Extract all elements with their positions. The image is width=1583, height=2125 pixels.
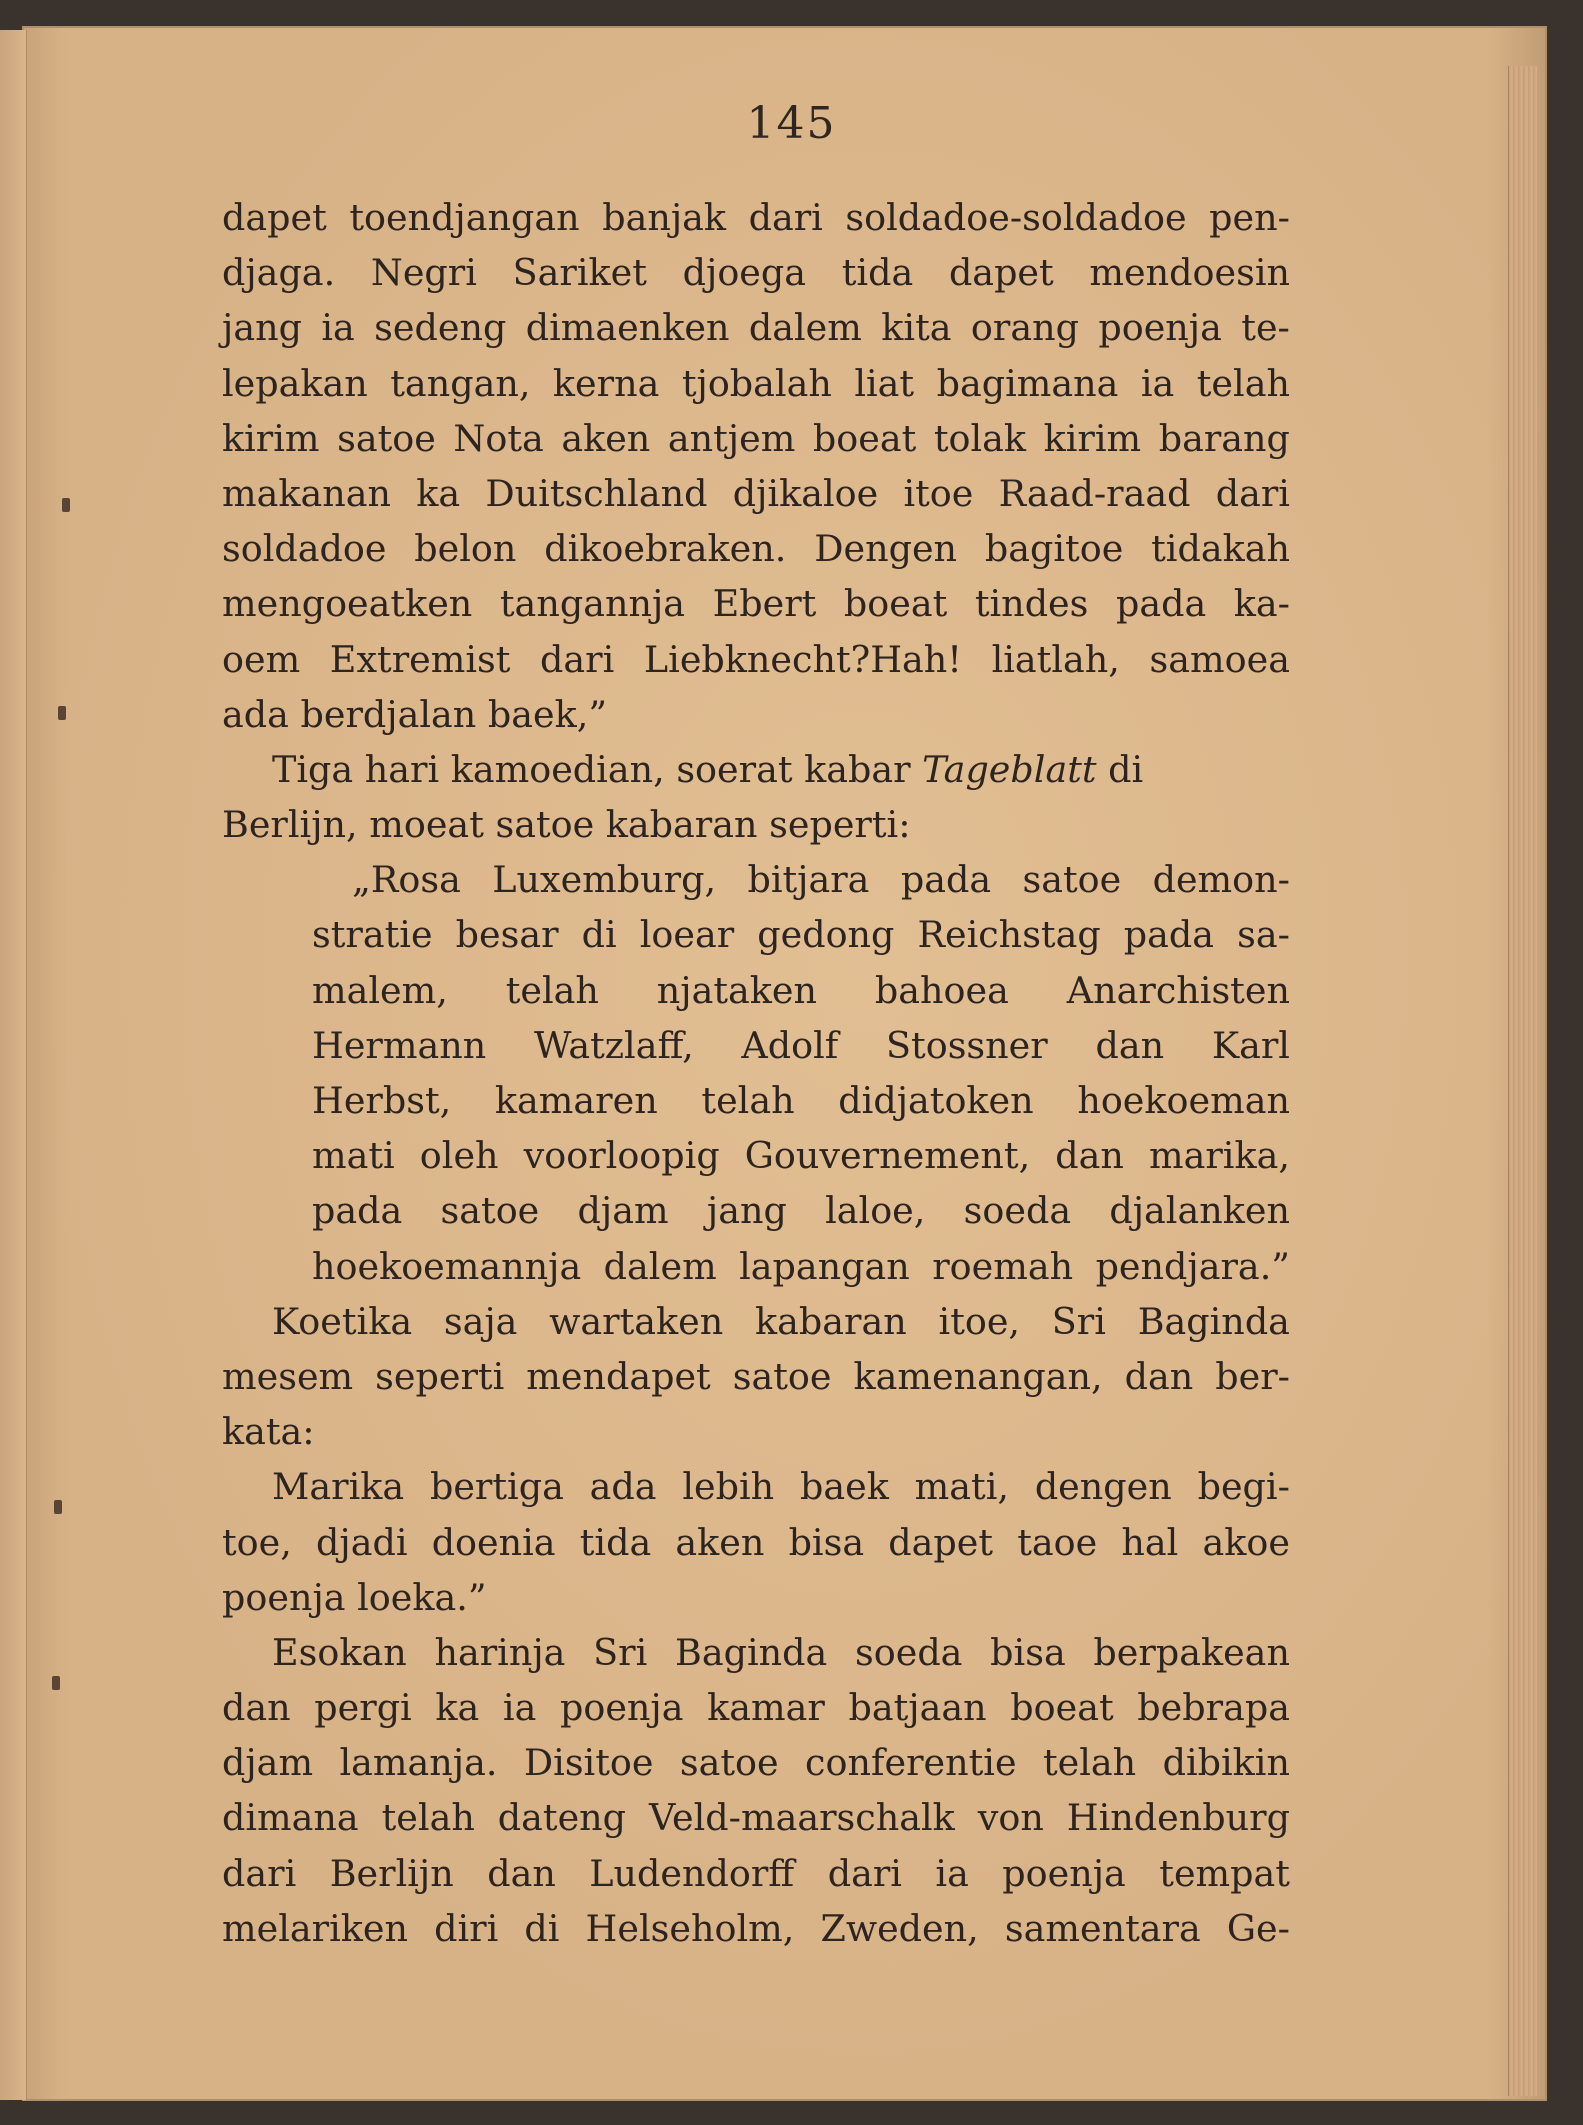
word: jang [222, 306, 302, 350]
word: Baginda [675, 1630, 828, 1674]
word: ka [435, 1686, 480, 1730]
word: bebrapa [1137, 1686, 1290, 1730]
word: pada [1115, 582, 1207, 626]
word: antjem [667, 416, 796, 460]
word: belon [414, 527, 517, 571]
word: Zweden, [820, 1906, 979, 1950]
word: tidakah [1151, 527, 1290, 571]
word: dari [540, 637, 615, 681]
text-line [222, 1790, 1290, 1845]
word: akoe [1202, 1520, 1290, 1564]
word: barang [1158, 416, 1290, 460]
word: Koetika [272, 1299, 413, 1343]
word: toendjangan [349, 196, 580, 239]
word: tjobalah [681, 361, 832, 405]
word: dapet [948, 251, 1054, 295]
word: di [581, 913, 617, 957]
quote-line [222, 1183, 1290, 1238]
newspaper-title: Tageblatt [922, 747, 1097, 791]
text-line [222, 1846, 1290, 1901]
text-line [222, 797, 1290, 852]
word: melariken [222, 1906, 408, 1950]
word: dari [222, 1851, 297, 1895]
text-line [222, 1515, 1290, 1570]
word: ada [589, 1465, 657, 1509]
word: djikaloe [732, 471, 879, 515]
word: Dengen [814, 527, 958, 571]
word: tida [841, 251, 914, 295]
word: tolak [933, 416, 1027, 460]
word: bitjara [747, 858, 870, 902]
text-line [222, 1349, 1290, 1404]
word: aken [561, 416, 651, 460]
page-edge [1508, 66, 1537, 2096]
quote-line [222, 1073, 1290, 1128]
word: dimana [222, 1796, 359, 1840]
word: Esokan [272, 1630, 407, 1674]
word: kamenangan, [853, 1354, 1103, 1398]
text-line [222, 1570, 1290, 1625]
word: kabaran [755, 1299, 907, 1343]
word: Ebert [712, 582, 817, 626]
word: toe, [222, 1520, 292, 1564]
word: telah [701, 1079, 795, 1122]
word: Reichstag [917, 913, 1101, 957]
word: ia [321, 306, 355, 350]
word: ia [502, 1686, 537, 1730]
word: bahoea [874, 968, 1009, 1012]
word: Helseholm, [585, 1906, 795, 1950]
margin-mark [54, 1500, 62, 1514]
word: itoe, [938, 1299, 1021, 1343]
text-line [222, 576, 1290, 631]
word: Ge- [1226, 1906, 1290, 1950]
word: Duitschland [485, 471, 708, 515]
word: saja [443, 1299, 518, 1343]
line-text: ada berdjalan baek,” [222, 692, 607, 736]
margin-mark [58, 706, 66, 720]
word: Negri [370, 251, 477, 295]
word: begi- [1197, 1465, 1290, 1509]
word: stratie [312, 913, 433, 957]
quote-line [222, 852, 1290, 907]
word: harinja [434, 1630, 566, 1674]
word: Ludendorff [589, 1851, 795, 1895]
word: didjatoken [838, 1079, 1034, 1122]
word: pergi [314, 1686, 412, 1730]
text-line [222, 632, 1290, 687]
word: te- [1241, 306, 1290, 350]
word: batjaan [848, 1686, 987, 1730]
word: Sri [1051, 1299, 1106, 1343]
word: doenia [431, 1520, 556, 1564]
word: samentara [1004, 1906, 1201, 1950]
word: ia [1140, 361, 1175, 405]
quote-line [222, 907, 1290, 962]
word: soeda [855, 1630, 963, 1674]
word: Veld-maarschalk [649, 1796, 955, 1840]
word: liatlah, [991, 637, 1120, 681]
word: taoe [1017, 1520, 1098, 1564]
line-text-after: di [1108, 747, 1144, 791]
word: telah [1196, 361, 1290, 405]
text-line [222, 1901, 1290, 1956]
word: dateng [497, 1796, 627, 1840]
word: boeat [812, 416, 917, 460]
word: Baginda [1137, 1299, 1290, 1343]
line-text-before: Tiga hari kamoedian, soerat kabar [272, 747, 911, 791]
word: tempat [1159, 1851, 1290, 1895]
text-line [222, 1680, 1290, 1735]
line-text: kata: [222, 1410, 315, 1454]
word: tida [579, 1520, 652, 1564]
word: malem, [312, 968, 448, 1012]
word: Watzlaff, [534, 1023, 694, 1067]
word: hoekoeman [1077, 1079, 1290, 1122]
word: dalem [748, 306, 862, 350]
word: Liebknecht?Hah! [643, 637, 962, 681]
word: dalem [603, 1244, 717, 1288]
word: dikoebraken. [544, 527, 787, 571]
word: djadi [316, 1520, 408, 1564]
quote-line [222, 1128, 1290, 1183]
word: berpakean [1093, 1630, 1290, 1674]
word: „Rosa [352, 858, 461, 902]
word: lamanja. [339, 1741, 498, 1785]
word: satoe [1022, 858, 1122, 902]
word: diri [434, 1906, 499, 1950]
word: liat [854, 361, 915, 405]
text-line [222, 411, 1290, 466]
word: Hermann [312, 1023, 487, 1067]
word: ka [416, 471, 461, 515]
word: pada [312, 1189, 403, 1233]
word: mati, [914, 1465, 1009, 1509]
word: marika, [1148, 1134, 1290, 1178]
word: dari [1215, 471, 1290, 515]
word: Stossner [886, 1023, 1048, 1067]
word: Gouvernement, [744, 1134, 1031, 1178]
word: Sri [593, 1630, 648, 1674]
word: makanan [222, 471, 392, 515]
word: oem [222, 637, 301, 681]
word: Luxemburg, [492, 858, 717, 902]
word: soeda [963, 1189, 1072, 1233]
word: mesem [222, 1354, 354, 1398]
word: djalanken [1109, 1189, 1290, 1233]
word: Berlijn [329, 1851, 454, 1895]
word: poenja [1002, 1851, 1126, 1895]
word: di [524, 1906, 560, 1950]
word: seperti [375, 1354, 505, 1398]
word: aken [675, 1520, 765, 1564]
word: bertiga [429, 1465, 564, 1509]
word: poenja [1098, 306, 1222, 350]
word: laloe, [825, 1189, 926, 1233]
word: lapangan [739, 1244, 910, 1288]
word: demon- [1152, 858, 1290, 902]
word: kirim [1043, 416, 1142, 460]
word: itoe [903, 471, 974, 515]
word: boeat [1010, 1686, 1114, 1730]
text-line [222, 1459, 1290, 1514]
word: tangannja [499, 582, 686, 626]
text-line [222, 521, 1290, 576]
word: voorloopig [523, 1134, 720, 1178]
word: ia [935, 1851, 969, 1895]
word: djaga. [222, 251, 336, 295]
word: bagitoe [984, 527, 1124, 571]
word: Extremist [329, 637, 511, 681]
word: besar [455, 913, 559, 957]
word: Herbst, [312, 1079, 452, 1122]
word: dari [827, 1851, 902, 1895]
word: mendapet [526, 1354, 711, 1398]
word: satoe [732, 1354, 832, 1398]
word: dan [1055, 1134, 1124, 1178]
left-binding-edge [0, 30, 27, 2100]
word: samoea [1149, 637, 1290, 681]
word: Karl [1211, 1023, 1290, 1067]
word: kamar [707, 1686, 825, 1730]
word: sa- [1237, 913, 1290, 957]
word: Sariket [512, 251, 647, 295]
word: mati [312, 1134, 395, 1178]
word: boeat [843, 582, 948, 626]
word: satoe [440, 1189, 540, 1233]
word: soldadoe-soldadoe [845, 196, 1187, 239]
word: dan [1124, 1354, 1194, 1398]
quote-line [222, 963, 1290, 1018]
word: Disitoe [523, 1741, 654, 1785]
text-line [222, 742, 1290, 797]
text-line [222, 190, 1290, 245]
word: dapet [222, 196, 327, 239]
word: tindes [974, 582, 1089, 626]
word: hoekoemannja [312, 1244, 582, 1288]
word: dan [222, 1686, 291, 1730]
word: dan [487, 1851, 556, 1895]
text-line [222, 466, 1290, 521]
word: Marika [272, 1465, 405, 1509]
text-line [222, 1735, 1290, 1790]
word: ka- [1233, 582, 1290, 626]
page-number: 145 [746, 98, 837, 149]
line-text: poenja loeka.” [222, 1575, 487, 1619]
word: mengoeatken [222, 582, 473, 626]
word: sedeng [374, 306, 507, 350]
word: njataken [656, 968, 818, 1012]
text-line [222, 687, 1290, 742]
text-line [222, 1404, 1290, 1459]
word: bagimana [936, 361, 1119, 405]
word: dapet [888, 1520, 994, 1564]
word: oleh [419, 1134, 499, 1178]
word: djoega [682, 251, 807, 295]
word: dibikin [1162, 1741, 1290, 1785]
word: telah [1042, 1741, 1137, 1785]
word: kirim [222, 416, 320, 460]
word: dari [748, 196, 823, 239]
text-line [222, 1294, 1290, 1349]
word: poenja [559, 1686, 684, 1730]
word: telah [381, 1796, 475, 1840]
word: djam [577, 1189, 669, 1233]
word: Anarchisten [1066, 968, 1290, 1012]
word: Raad-raad [998, 471, 1191, 515]
margin-mark [62, 498, 70, 512]
word: lebih [682, 1465, 775, 1509]
word: hal [1121, 1520, 1179, 1564]
word: bisa [990, 1630, 1066, 1674]
word: dan [1095, 1023, 1165, 1067]
word: pen- [1209, 196, 1290, 239]
word: conferentie [805, 1741, 1017, 1785]
word: banjak [602, 196, 727, 239]
line-text: Berlijn, moeat satoe kabaran seperti: [222, 803, 911, 847]
word: roemah [932, 1244, 1074, 1288]
word: tangan, [390, 361, 531, 405]
word: von [977, 1796, 1044, 1840]
word: kita [881, 306, 952, 350]
word: ber- [1215, 1354, 1290, 1398]
word: orang [970, 306, 1079, 350]
word: soldadoe [222, 527, 387, 571]
word: bisa [788, 1520, 865, 1564]
quote-line [222, 1018, 1290, 1073]
word: kerna [552, 361, 660, 405]
word: djam [222, 1741, 314, 1785]
word: pendjara.” [1095, 1244, 1290, 1288]
quote-line [222, 1239, 1290, 1294]
word: telah [505, 968, 599, 1012]
word: wartaken [549, 1299, 724, 1343]
text-line [222, 1625, 1290, 1680]
body-text [222, 190, 1290, 1956]
word: dengen [1034, 1465, 1172, 1509]
word: jang [706, 1189, 787, 1233]
word: satoe [679, 1741, 779, 1785]
word: Adolf [741, 1023, 839, 1067]
line-text [272, 742, 1143, 797]
word: lepakan [222, 361, 368, 405]
word: dimaenken [525, 306, 730, 350]
word: pada [900, 858, 992, 902]
word: pada [1123, 913, 1215, 957]
word: Nota [453, 416, 544, 460]
text-line [222, 356, 1290, 411]
word: gedong [757, 913, 895, 957]
word: mendoesin [1089, 251, 1290, 295]
word: kamaren [494, 1079, 658, 1122]
margin-mark [52, 1676, 60, 1690]
word: satoe [337, 416, 436, 460]
text-line [222, 300, 1290, 355]
word: loear [639, 913, 735, 957]
word: Hindenburg [1066, 1796, 1290, 1840]
word: baek [800, 1465, 889, 1509]
text-line [222, 245, 1290, 300]
